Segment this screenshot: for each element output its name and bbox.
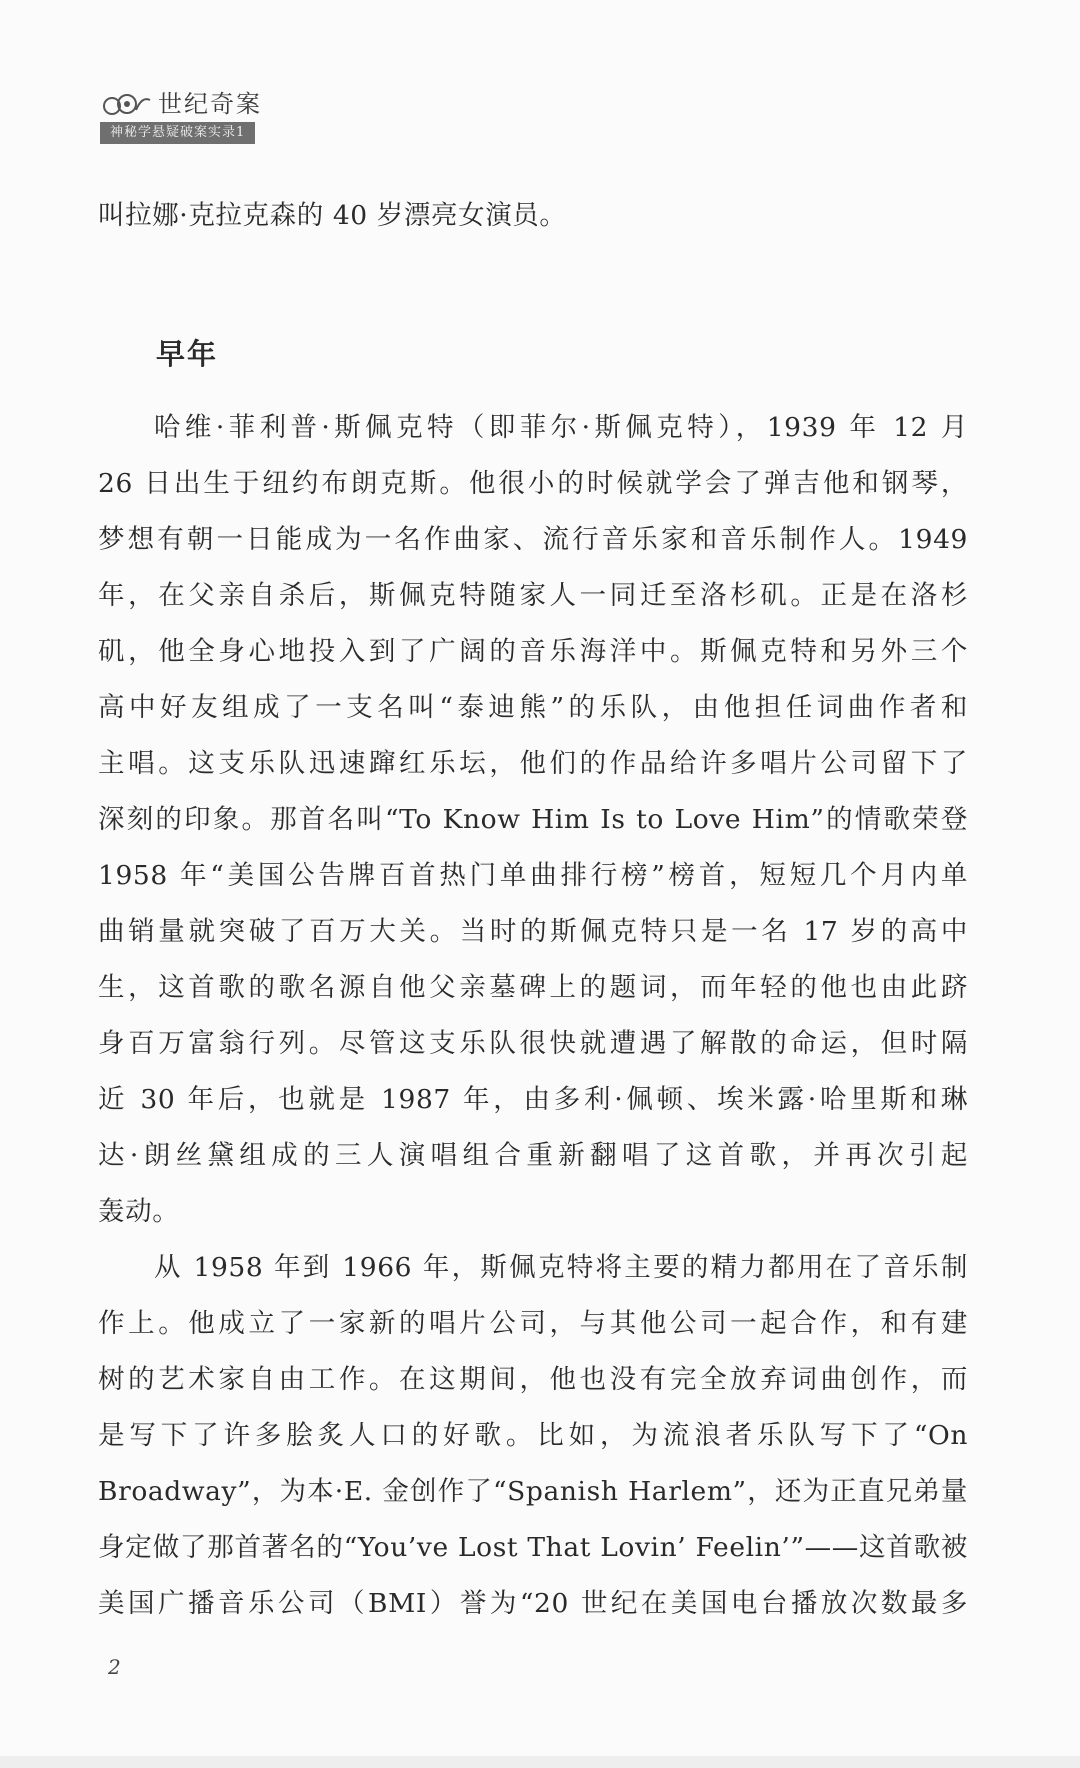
paragraph-early-years-1 xyxy=(98,400,968,1240)
text-line: 主唱。这支乐队迅速蹿红乐坛，他们的作品给许多唱片公司留下了 xyxy=(98,748,968,779)
text-line: 年，在父亲自杀后，斯佩克特随家人一同迁至洛杉矶。正是在洛杉 xyxy=(98,580,968,611)
text-line: 梦想有朝一日能成为一名作曲家、流行音乐家和音乐制作人。1949 xyxy=(98,524,968,555)
text-line: 作上。他成立了一家新的唱片公司，与其他公司一起合作，和有建 xyxy=(98,1308,968,1339)
text-line: 叫拉娜·克拉克森的 40 岁漂亮女演员。 xyxy=(98,200,567,231)
text-line: 哈维·菲利普·斯佩克特（即菲尔·斯佩克特），1939 年 12 月 xyxy=(154,412,968,443)
book-title: 世纪奇案 xyxy=(158,90,262,118)
text-line: 深刻的印象。那首名叫“To Know Him Is to Love Him”的情歌荣登 xyxy=(98,804,968,835)
text-line: 身定做了那首著名的“You’ve Lost That Lovin’ Feelin’”——这首歌被 xyxy=(98,1532,968,1563)
text-line: 身百万富翁行列。尽管这支乐队很快就遭遇了解散的命运，但时隔 xyxy=(98,1028,968,1059)
running-header xyxy=(100,88,400,146)
text-line: 美国广播音乐公司（BMI）誉为“20 世纪在美国电台播放次数最多 xyxy=(98,1588,968,1619)
text-line: 近 30 年后，也就是 1987 年，由多利·佩顿、埃米露·哈里斯和琳 xyxy=(98,1084,968,1115)
text-line: 26 日出生于纽约布朗克斯。他很小的时候就学会了弹吉他和钢琴， xyxy=(98,468,968,499)
paragraph-early-years-2 xyxy=(98,1240,968,1632)
body-text xyxy=(98,188,968,1632)
text-line: 从 1958 年到 1966 年，斯佩克特将主要的精力都用在了音乐制 xyxy=(154,1252,968,1283)
text-line: 树的艺术家自由工作。在这期间，他也没有完全放弃词曲创作，而 xyxy=(98,1364,968,1395)
text-line: 矶，他全身心地投入到了广阔的音乐海洋中。斯佩克特和另外三个 xyxy=(98,636,968,667)
series-subtitle: 神秘学悬疑破案实录1 xyxy=(100,122,255,144)
text-line: 轰动。 xyxy=(98,1196,180,1227)
film-reel-logo-icon xyxy=(100,90,158,118)
section-heading: 早年 xyxy=(156,337,219,371)
text-line: 达·朗丝黛组成的三人演唱组合重新翻唱了这首歌，并再次引起 xyxy=(98,1140,968,1171)
text-line: 是写下了许多脍炙人口的好歌。比如，为流浪者乐队写下了“On xyxy=(98,1420,968,1451)
text-line: 曲销量就突破了百万大关。当时的斯佩克特只是一名 17 岁的高中 xyxy=(98,916,968,947)
text-line: 生，这首歌的歌名源自他父亲墓碑上的题词，而年轻的他也由此跻 xyxy=(98,972,968,1003)
text-line: 高中好友组成了一支名叫“泰迪熊”的乐队，由他担任词曲作者和 xyxy=(98,692,968,723)
page-number: 2 xyxy=(108,1655,121,1679)
text-line: 1958 年“美国公告牌百首热门单曲排行榜”榜首，短短几个月内单 xyxy=(98,860,968,891)
bottom-divider xyxy=(0,1756,1080,1768)
text-line: Broadway”，为本·E. 金创作了“Spanish Harlem”，还为正直兄弟量 xyxy=(98,1476,968,1507)
